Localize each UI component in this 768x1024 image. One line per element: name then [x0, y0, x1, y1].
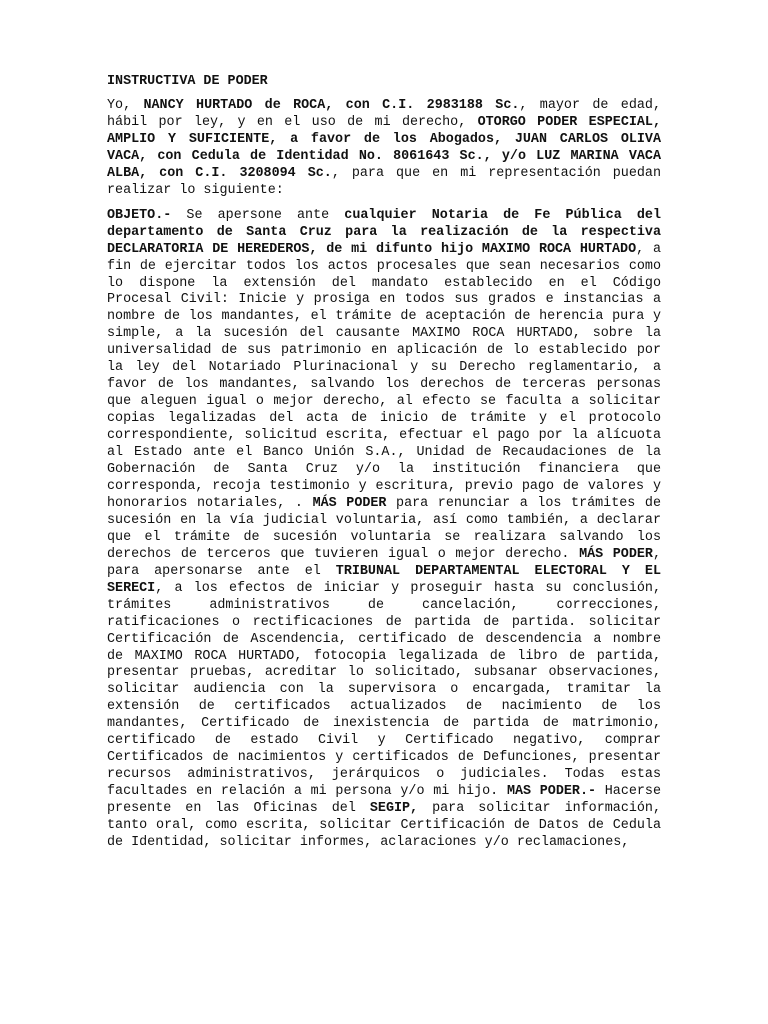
text-run-bold: NANCY HURTADO de ROCA, con C.I. 2983188 Sc.	[143, 98, 520, 113]
text-run-bold: MÁS PODER	[312, 495, 387, 511]
document-title: INSTRUCTIVA DE PODER	[107, 74, 268, 89]
text-run-bold: cualquier Notaria de Fe Pública del departamento de Santa Cruz para la realización de la respectiva DECLARATORIA DE HEREDEROS, de mi difunto hijo MAXIMO ROCA HURTADO	[107, 207, 661, 257]
text-run-bold: TRIBUNAL DEPARTAMENTAL ELECTORAL Y EL SERECI	[107, 563, 661, 596]
text-run: , a fin de ejercitar todos los actos procesales que sean necesarios como lo dispone la extensión del mandato establecido en el Código Procesal Civil: Inicie y prosiga en todos sus grados e instancias a nombre de los mandantes, el trámite de aceptación de herencia pura y simple, a la sucesión del causante MAXIMO ROCA HURTADO, sobre la universalidad de sus patrimonio en aplicación de lo establecido por la ley del Notariado Plurinacional y su Derecho reglamentario, a favor de los mandantes, salvando los derechos de terceras personas que aleguen igual o mejor derecho, al efecto se faculta a solicitar copias legalizadas del acta de inicio de trámite y el protocolo correspondiente, solicitud escrita, efectuar el pago por la alícuota al Estado ante el Banco Unión S.A., Unidad de Recaudaciones de la Gobernación de Santa Cruz y/o la institución financiera que corresponda, recoja testimonio y escritura, previo pago de valores y honorarios notariales, .	[107, 241, 662, 511]
text-run-bold: MAS PODER.-	[506, 784, 597, 800]
objeto-paragraph	[107, 208, 661, 852]
text-run: , mayor de edad, hábil por ley, y en el uso de mi derecho,	[107, 98, 661, 130]
text-run-bold: SEGIP,	[369, 801, 419, 817]
text-run-bold: OBJETO.-	[107, 207, 172, 223]
text-run: , a los efectos de iniciar y proseguir hasta su conclusión, trámites administrativos de cancelación, correcciones, ratificaciones o rectificaciones de partida de partida. solicitar Certificación de Ascendencia, certificado de descendencia a nombre de MAXIMO ROCA HURTADO, fotocopia legalizada de libro de partida, presentar pruebas, acreditar lo solicitado, subsanar observaciones, solicitar audiencia con la supervisora o encargada, tramitar la extensión de certificados actualizados de nacimiento de los mandantes, Certificado de inexistencia de partida de matrimonio, certificado de estado Civil y Certificado negativo, comprar Certificados de nacimientos y certificados de Defunciones, presentar recursos administrativos, jerárquicos o judiciales. Todas estas facultades en relación a mi persona y/o mi hijo.	[107, 580, 661, 800]
intro-paragraph	[107, 98, 661, 200]
document-page	[107, 73, 661, 860]
text-run: , para apersonarse ante el	[107, 546, 661, 579]
text-run-bold: MÁS PODER	[579, 546, 653, 562]
text-run: Yo,	[107, 98, 144, 113]
text-run: para renunciar a los trámites de sucesión en la vía judicial voluntaria, así como también, a declarar que el trámite de sucesión voluntaria se realizara salvando los derechos de terceros que tuvieren igual o mejor derecho.	[107, 495, 661, 562]
text-run: , para que en mi representación puedan realizar lo siguiente:	[107, 165, 661, 198]
text-run: Hacerse presente en las Oficinas del	[107, 784, 662, 817]
text-run: Se apersone ante	[171, 207, 345, 223]
text-run: para solicitar información, tanto oral, como escrita, solicitar Certificación de Datos de Cedula de Identidad, solicitar informes, aclaraciones y/o reclamaciones,	[107, 801, 661, 850]
text-run-bold: OTORGO PODER ESPECIAL, AMPLIO Y SUFICIENTE, a favor de los Abogados, JUAN CARLOS OLIVA VACA, con Cedula de Identidad No. 8061643 Sc., y/o LUZ MARINA VACA ALBA, con C.I. 3208094 Sc.	[107, 114, 661, 181]
